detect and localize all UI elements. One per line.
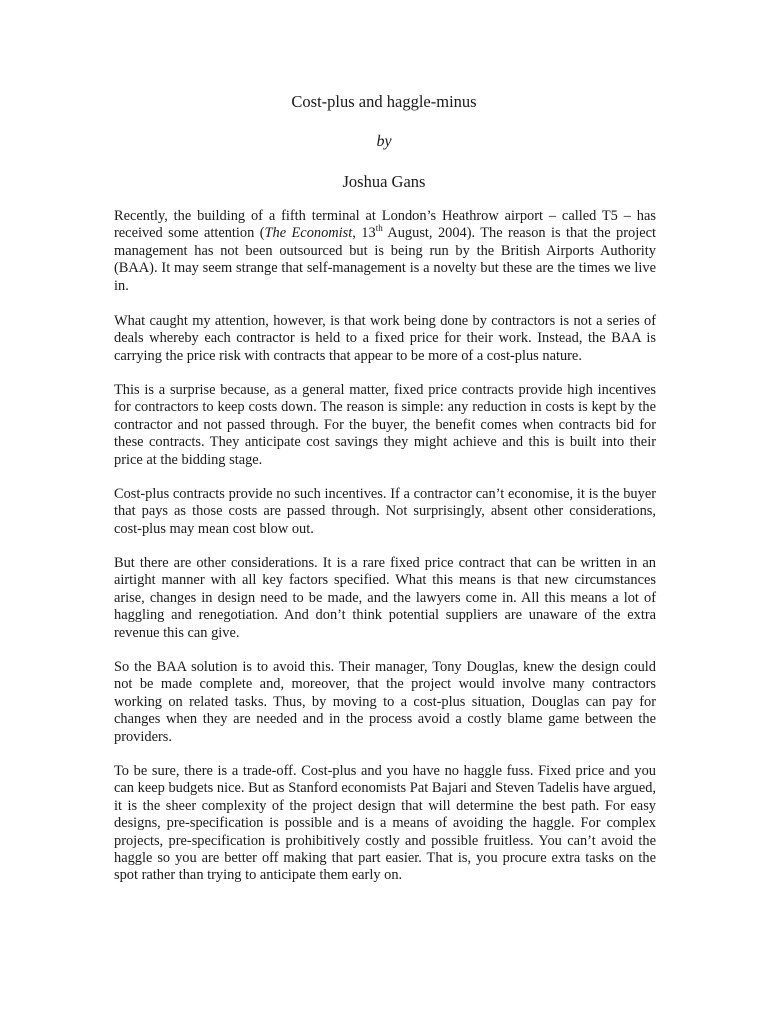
document-title: Cost-plus and haggle-minus xyxy=(291,92,477,111)
paragraph-2: What caught my attention, however, is that work being done by contractors is not a series of deals whereby each contractor is held to a fixed price for their work. Instead, the BAA is carrying the price risk with contracts that appear to be more of a cost-plus nature. xyxy=(114,313,656,364)
byline: by xyxy=(376,133,392,150)
paragraph-1 xyxy=(114,208,656,295)
paragraph-5: But there are other considerations. It is a rare fixed price contract that can be written in an airtight manner with all key factors specified. What this means is that new circumstances arise, changes in design need to be made, and the lawyers come in. All this means a lot of haggling and renegotiation. And don’t think potential suppliers are unaware of the extra revenue this can give. xyxy=(114,555,656,641)
paragraph-1-text-b: , 13 xyxy=(352,225,376,242)
publication-name: The Economist xyxy=(264,225,353,242)
paragraph-1-text-a: Recently, the building of a fifth terminal at London’s Heathrow airport – called T5 – has received some attention ( xyxy=(114,208,656,242)
paragraph-1-text-c: August, 2004). The reason is that the project management has not been outsourced but is being run by the British Airports Authority (BAA). It may seem strange that self-management is a novelty but these are the times we live in. xyxy=(114,225,657,294)
ordinal-suffix: th xyxy=(375,223,383,234)
paragraph-7: To be sure, there is a trade-off. Cost-plus and you have no haggle fuss. Fixed price and you can keep budgets nice. But as Stanford economists Pat Bajari and Steven Tadelis have argued, it is the sheer complexity of the project design that will determine the best path. For easy designs, pre-specification is possible and is a means of avoiding the haggle. For complex projects, pre-specification is prohibitively costly and possible fruitless. You can’t avoid the haggle so you are better off making that part easier. That is, you procure extra tasks on the spot rather than trying to anticipate them early on. xyxy=(114,763,656,884)
paragraph-3: This is a surprise because, as a general matter, fixed price contracts provide high incentives for contractors to keep costs down. The reason is simple: any reduction in costs is kept by the contractor and not passed through. For the buyer, the benefit comes when contracts bid for these contracts. They anticipate cost savings they might achieve and this is built into their price at the bidding stage. xyxy=(114,382,656,468)
author-name: Joshua Gans xyxy=(342,172,426,191)
paragraph-4: Cost-plus contracts provide no such incentives. If a contractor can’t economise, it is the buyer that pays as those costs are passed through. Not surprisingly, absent other considerations, cost-plus may mean cost blow out. xyxy=(114,486,656,537)
paragraph-6: So the BAA solution is to avoid this. Their manager, Tony Douglas, knew the design could not be made complete and, moreover, that the project would involve many contractors working on related tasks. Thus, by moving to a cost-plus situation, Douglas can pay for changes when they are needed and in the process avoid a costly blame game between the providers. xyxy=(114,659,656,745)
